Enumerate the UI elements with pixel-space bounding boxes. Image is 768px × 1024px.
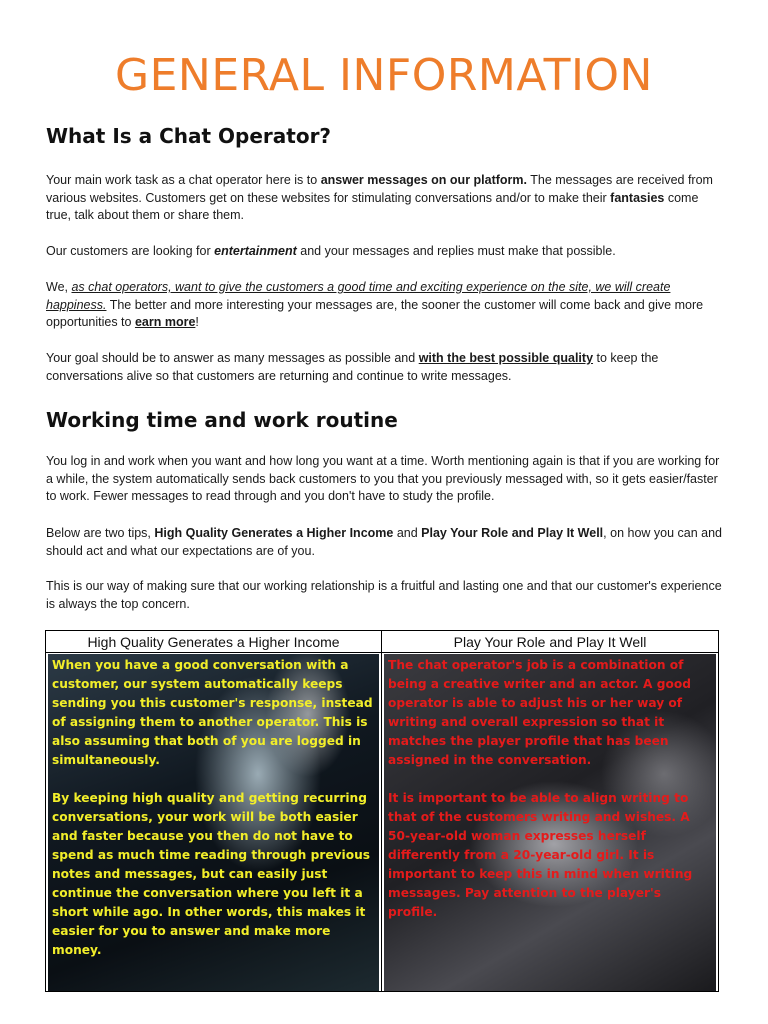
tip-header-play-role: Play Your Role and Play It Well — [382, 631, 718, 653]
paragraph-customers: Our customers are looking for entertainment and your messages and replies must make that possible. — [46, 244, 616, 258]
tip-header-high-quality: High Quality Generates a Higher Income — [46, 631, 381, 653]
tip-column-play-role — [382, 631, 718, 991]
tip-text-play-role — [388, 656, 710, 941]
section-heading-chat-operator: What Is a Chat Operator? — [46, 124, 332, 148]
tip-paragraph: By keeping high quality and getting recurring conversations, your work will be both easier and faster because you then do not have to spend as much time reading through previous notes and messages, but can easily just continue the conversation where you left it a short while ago. In other words, this makes it easier for you to answer and make more money. — [52, 791, 371, 957]
paragraph-happiness: We, as chat operators, want to give the customers a good time and exciting experience on the site, we will create happiness. The better and more interesting your messages are, the sooner the customer will come back and give more opportunities to earn more! — [46, 280, 704, 329]
tip-text-high-quality — [52, 656, 373, 979]
page-title: GENERAL INFORMATION — [115, 50, 653, 101]
tips-table — [45, 630, 719, 992]
tip-paragraph: The chat operator's job is a combination of being a creative writer and an actor. A good operator is able to adjust his or her way of writing and overall expression so that it matches the player profile that has been assigned in the conversation. — [388, 658, 691, 767]
tip-paragraph: When you have a good conversation with a customer, our system automatically keeps sending you this customer's response, instead of assigning them to another operator. This is also assuming that both of you are logged in simultaneously. — [52, 658, 373, 767]
tip-photo-right — [384, 654, 716, 991]
paragraph-main-task: Your main work task as a chat operator here is to answer messages on our platform. The messages are received from various websites. Customers get on these websites for stimulating conversations and/or to make their fantasies come true, talk about them or share them. — [46, 173, 713, 222]
paragraph-two-tips: Below are two tips, High Quality Generates a Higher Income and Play Your Role and Play It Well, on how you can and should act and what our expectations are of you. — [46, 526, 723, 558]
section-heading-working-time: Working time and work routine — [46, 408, 398, 432]
paragraph-log-in: You log in and work when you want and how long you want at a time. Worth mentioning again is that if you are working for a while, the system automatically sends back customers to you that you previously messaged with, so it gets easier/faster to work. Fewer messages to read through and you don't have to study the profile. — [46, 454, 720, 503]
tip-paragraph: It is important to be able to align writing to that of the customers writing and wishes. A 50-year-old woman expresses herself differently from a 20-year-old girl. It is important to keep this in mind when writing messages. Pay attention to the player's profile. — [388, 791, 693, 919]
tip-photo-left — [48, 654, 379, 991]
tip-column-high-quality — [46, 631, 382, 991]
paragraph-relationship: This is our way of making sure that our working relationship is a fruitful and lasting one and that our customer's experience is always the top concern. — [46, 579, 722, 611]
paragraph-goal: Your goal should be to answer as many messages as possible and with the best possible quality to keep the conversations alive so that customers are returning and continue to write messages. — [46, 351, 659, 383]
